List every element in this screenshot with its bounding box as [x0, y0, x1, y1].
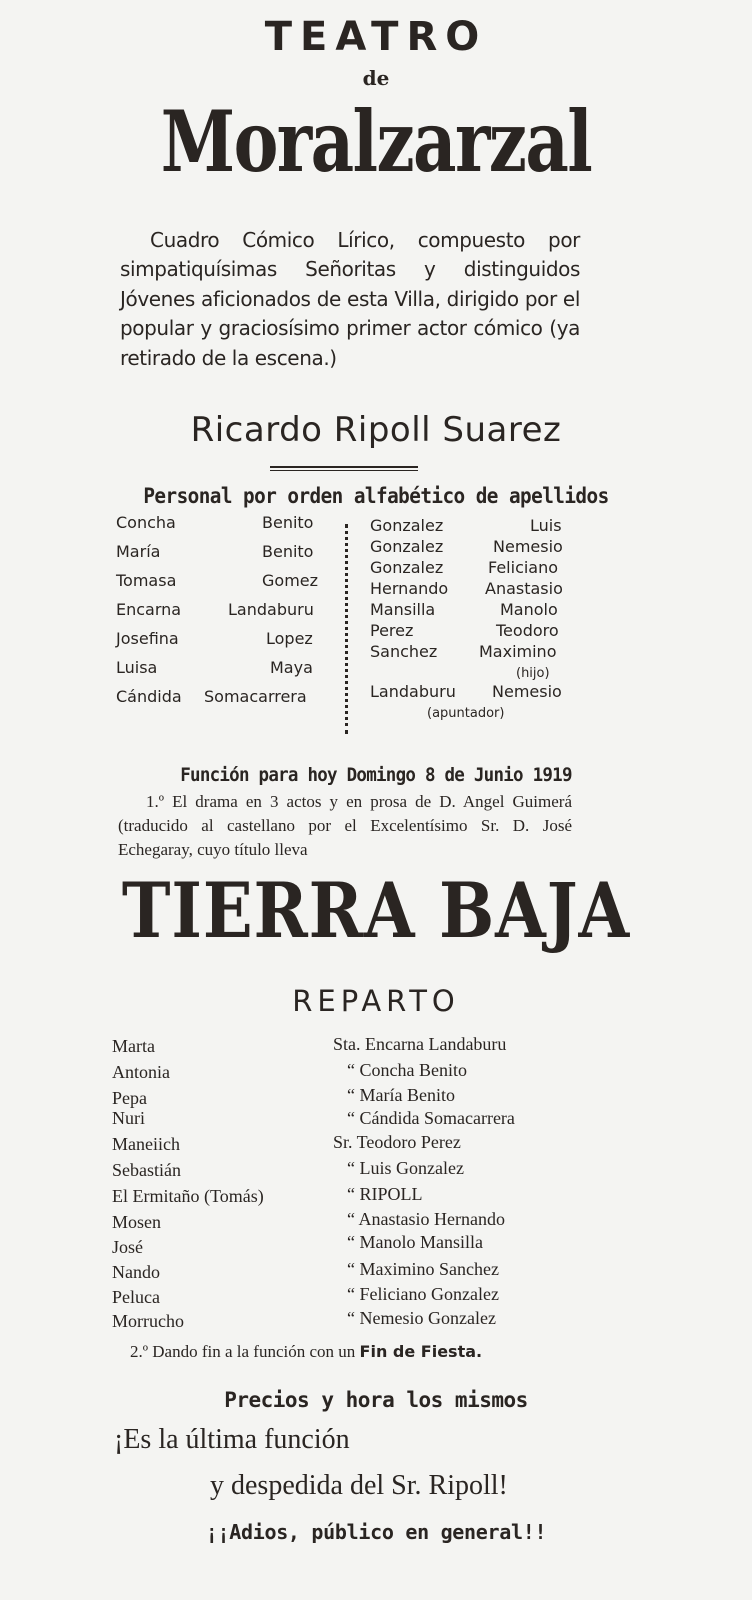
roster-right-first: Nemesio: [492, 682, 562, 701]
cast-role: Maneiich: [112, 1134, 180, 1154]
play-title: TIERRA BAJA: [121, 866, 631, 955]
roster-right-last: Gonzalez: [370, 558, 444, 577]
roster-left-last: Benito: [262, 513, 314, 532]
roster-left-last: Landaburu: [228, 600, 314, 619]
cast-actor: “ Cándida Somacarrera: [347, 1108, 515, 1128]
drama-description: 1.º El drama en 3 actos y en prosa de D. Angel Guimerá (traducido al castellano por el Excelentísimo Sr. D. José Echegaray, cuyo título lleva: [118, 792, 572, 859]
roster-left-first: Luisa: [116, 658, 158, 677]
cast-actor: Sta. Encarna Landaburu: [333, 1034, 507, 1054]
closing-line-1: ¡Es la última función: [114, 1424, 350, 1455]
roster-left-first: Concha: [116, 513, 176, 532]
cast-actor: “ Maximino Sanchez: [347, 1259, 499, 1279]
cast-role: Pepa: [112, 1088, 147, 1108]
roster-note-apuntador: (apuntador): [427, 706, 505, 721]
roster-left-first: Cándida: [116, 687, 182, 706]
cast-actor: “ Anastasio Hernando: [347, 1209, 505, 1229]
roster-note-hijo: (hijo): [516, 666, 550, 681]
cast-role: Mosen: [112, 1212, 161, 1232]
cast-actor: “ Nemesio Gonzalez: [347, 1308, 496, 1328]
roster-left-last: Lopez: [266, 629, 313, 648]
cast-role: José: [112, 1237, 143, 1257]
personal-heading: Personal por orden alfabético de apellidos: [143, 484, 609, 508]
cast-actor: “ Luis Gonzalez: [347, 1158, 464, 1178]
cast-role: El Ermitaño (Tomás): [112, 1186, 264, 1206]
cast-role: Sebastián: [112, 1160, 181, 1180]
cast-role: Nuri: [112, 1108, 145, 1128]
theatre-label: TEATRO: [264, 14, 488, 60]
cast-role: Marta: [112, 1036, 155, 1056]
cast-actor: “ Concha Benito: [347, 1060, 467, 1080]
roster-right-last: Perez: [370, 621, 414, 640]
intro-paragraph: Cuadro Cómico Lírico, compuesto por simpatiquísimas Señoritas y distinguidos Jóvenes aficionados de esta Villa, dirigido por el popular y graciosísimo primer actor cómico (ya retirado de la escena.): [120, 228, 580, 370]
roster-right-first: Maximino: [479, 642, 557, 661]
prices-line: Precios y hora los mismos: [224, 1388, 528, 1412]
cast-role: Nando: [112, 1262, 160, 1282]
cast-role: Peluca: [112, 1287, 160, 1307]
cast-actor: Sr. Teodoro Perez: [333, 1132, 461, 1152]
cast-actor: “ Feliciano Gonzalez: [347, 1284, 499, 1304]
second-item-bold: Fin de Fiesta.: [359, 1342, 483, 1361]
town-name: Moralzarzal: [160, 92, 592, 191]
second-item-text: 2.º Dando fin a la función con un: [130, 1342, 356, 1361]
roster-right-last: Gonzalez: [370, 516, 444, 535]
farewell-line: ¡¡Adios, público en general!!: [205, 1520, 547, 1544]
roster-left-last: Somacarrera: [204, 687, 307, 706]
second-item: [130, 1342, 482, 1362]
roster-right-first: Nemesio: [493, 537, 563, 556]
roster-left-first: Tomasa: [116, 571, 177, 590]
cast-role: Morrucho: [112, 1311, 184, 1331]
roster-right-first: Feliciano: [488, 558, 559, 577]
roster-left-last: Benito: [262, 542, 314, 561]
roster-left-last: Maya: [270, 658, 313, 677]
roster-right-last: Hernando: [370, 579, 449, 598]
cast-actor: “ Manolo Mansilla: [347, 1232, 483, 1252]
closing-line-2: y despedida del Sr. Ripoll!: [210, 1470, 508, 1501]
theatre-preposition: de: [362, 66, 390, 90]
roster-right-last: Landaburu: [370, 682, 456, 701]
roster-left-first: Josefina: [116, 629, 179, 648]
roster-right-first: Manolo: [500, 600, 558, 619]
roster-right-last: Gonzalez: [370, 537, 444, 556]
column-divider: [345, 524, 348, 734]
roster-right-last: Mansilla: [370, 600, 436, 619]
roster-right-first: Anastasio: [485, 579, 563, 598]
roster-left-first: María: [116, 542, 161, 561]
cast-actor: “ María Benito: [347, 1085, 455, 1105]
roster-right-last: Sanchez: [370, 642, 438, 661]
cast-role: Antonia: [112, 1062, 170, 1082]
roster-left-first: Encarna: [116, 600, 182, 619]
roster-right-first: Luis: [530, 516, 562, 535]
roster-left-last: Gomez: [262, 571, 319, 590]
reparto-heading: REPARTO: [292, 984, 460, 1018]
function-date: Función para hoy Domingo 8 de Junio 1919: [180, 764, 572, 786]
divider-rule: [270, 466, 418, 471]
cast-actor: “ RIPOLL: [347, 1184, 423, 1204]
director-name: Ricardo Ripoll Suarez: [190, 410, 562, 450]
roster-right-first: Teodoro: [496, 621, 559, 640]
